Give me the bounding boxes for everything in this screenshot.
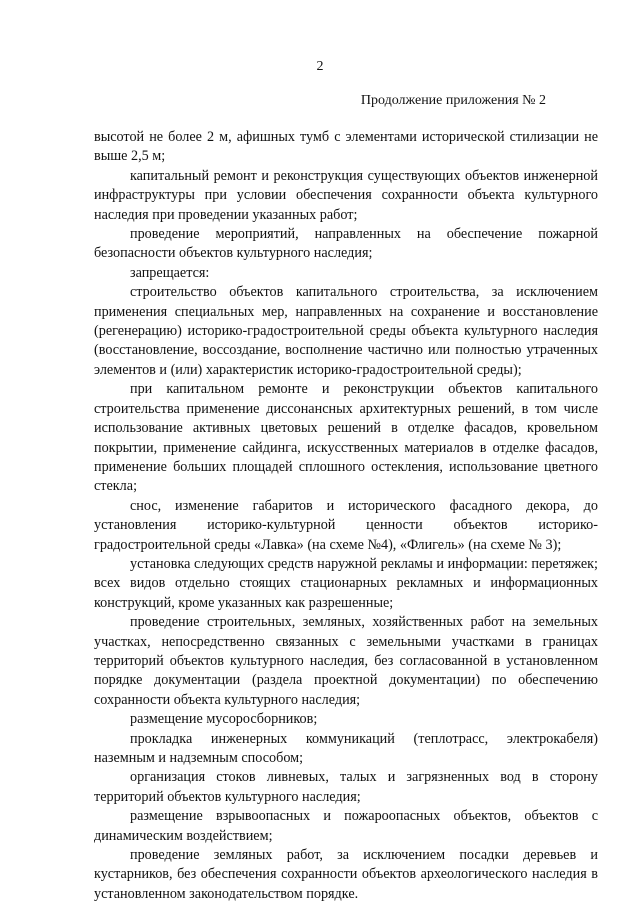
paragraph: строительство объектов капитального строительства, за исключением применения специальных мер, направленных на сохранение и восстановление (регенерацию) историко-градостроительной среды объекта культурного наследия (восстановление, воссоздание, восполнение частично или полностью утраченных элементов и (или) характеристик историко-градостроительной среды); (94, 284, 598, 378)
paragraph: размещение мусоросборников; (130, 711, 318, 728)
paragraph: размещение взрывоопасных и пожароопасных объектов, объектов с динамическим воздействием; (94, 808, 598, 844)
paragraph: проведение мероприятий, направленных на обеспечение пожарной безопасности объектов культурного наследия; (94, 226, 598, 262)
paragraph: снос, изменение габаритов и исторического фасадного декора, до установления историко-культурной ценности объектов историко-градостроительной среды «Лавка» (на схеме №4), «Флигель» (на схеме № 3); (94, 497, 598, 553)
paragraph: высотой не более 2 м, афишных тумб с элементами исторической стилизации не выше 2,5 м; (94, 129, 598, 165)
appendix-continuation-note: Продолжение приложения № 2 (360, 93, 546, 108)
page-number: 2 (316, 59, 324, 74)
paragraph: капитальный ремонт и реконструкция существующих объектов инженерной инфраструктуры при условии обеспечения сохранности объекта культурного наследия при проведении указанных работ; (94, 167, 598, 223)
paragraph: прокладка инженерных коммуникаций (теплотрасс, электрокабеля) наземным и надземным способом; (94, 730, 598, 766)
paragraph: установка следующих средств наружной рекламы и информации: перетяжек; всех видов отдельно стоящих стационарных рекламных и информационных конструкций, кроме указанных как разрешенные; (94, 555, 598, 611)
paragraph: при капитальном ремонте и реконструкции объектов капитального строительства применение диссонансных архитектурных решений, в том числе использование активных цветовых решений в отделке фасадов, кровельном покрытии, применение сайдинга, искусственных материалов в отделке фасадов, применение больших площадей сплошного остекления, использование цветного стекла; (94, 381, 598, 495)
document-body (94, 128, 598, 904)
paragraph-prohibited-heading: запрещается: (130, 264, 210, 281)
paragraph: проведение строительных, земляных, хозяйственных работ на земельных участках, непосредственно связанных с земельными участками в границах территорий объектов культурного наследия, без согласованной в установленном порядке документации (раздела проектной документации) по обеспечению сохранности объекта культурного наследия; (94, 614, 598, 708)
paragraph: организация стоков ливневых, талых и загрязненных вод в сторону территорий объектов культурного наследия; (94, 769, 598, 805)
paragraph: проведение земляных работ, за исключением посадки деревьев и кустарников, без обеспечения сохранности объектов археологического наследия в установленном законодательством порядке. (94, 847, 598, 902)
